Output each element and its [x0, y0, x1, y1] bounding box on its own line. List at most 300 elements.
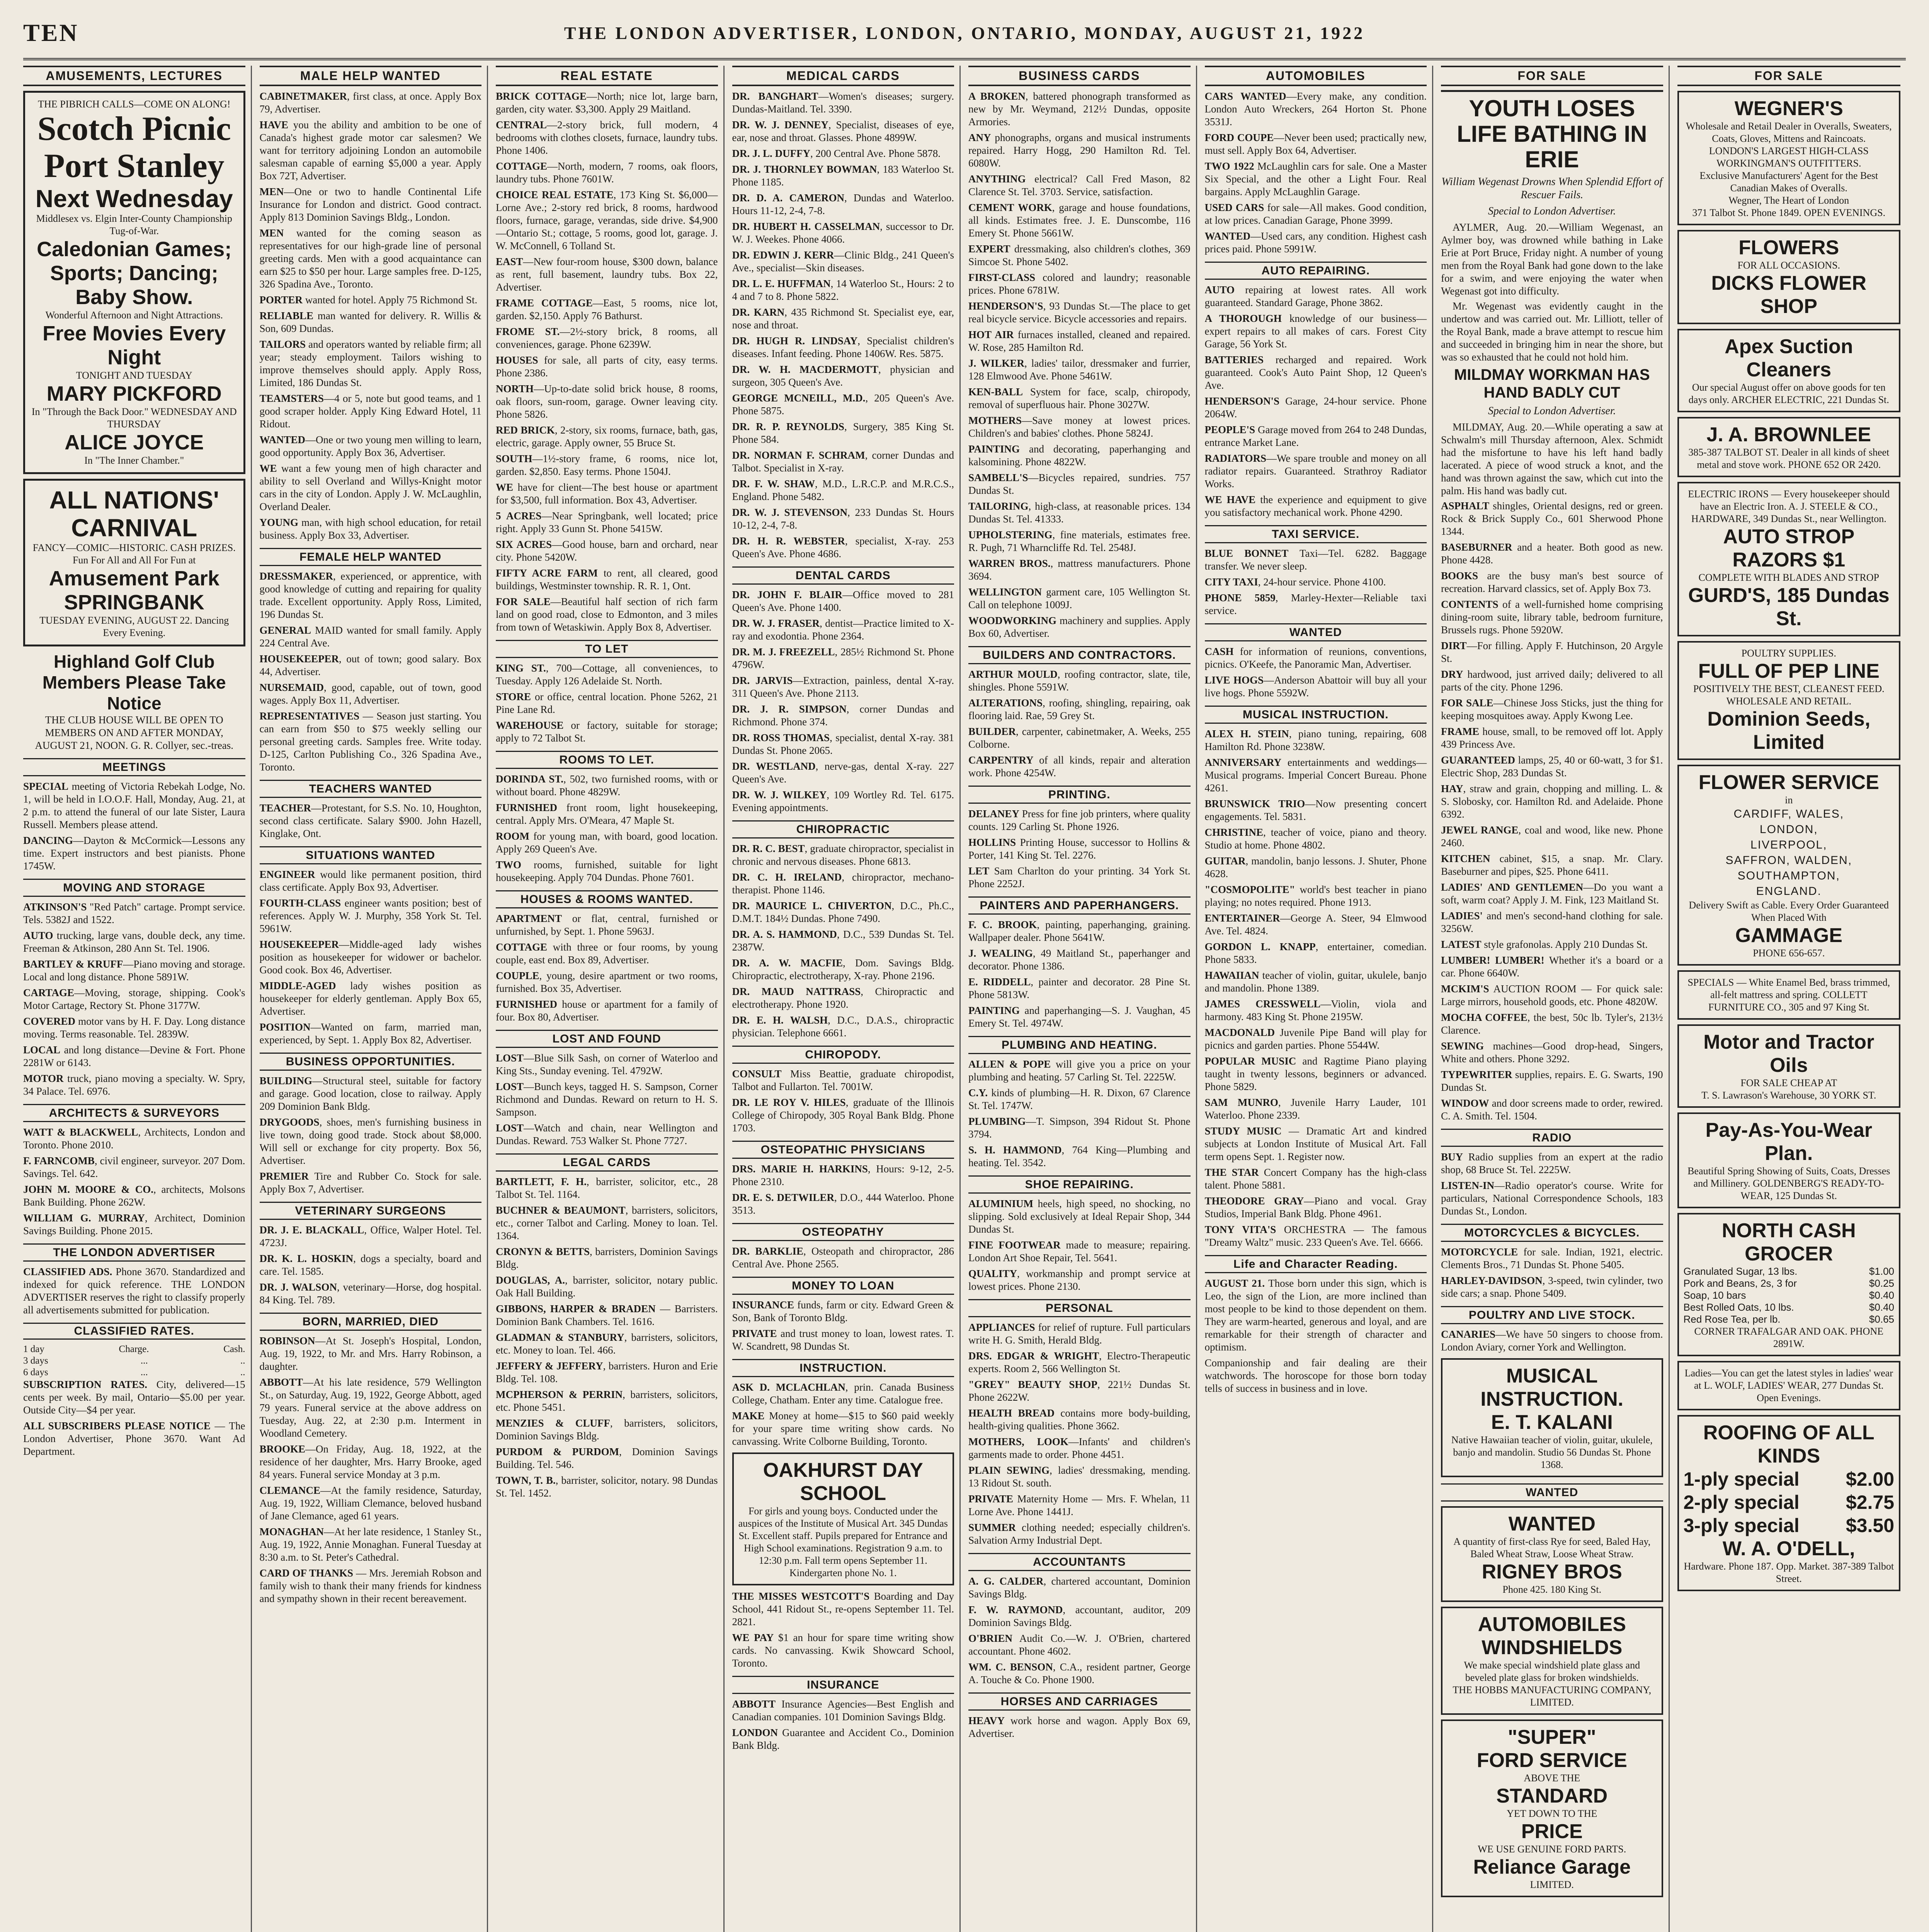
section-heading: OSTEOPATHIC PHYSICIANS — [732, 1141, 954, 1159]
ad-text: — Barristers. Dominion Bank Chambers. Tel. 1616. — [496, 1303, 718, 1327]
ad-lead-word: PRIVATE — [732, 1328, 777, 1339]
classified-ad — [1441, 725, 1663, 751]
ad-lead-word: WANTED — [1204, 230, 1251, 242]
ad-text: or factory, suitable for storage; apply to 72 Talbot St. — [496, 719, 718, 744]
ad-lead-word: DIRT — [1441, 640, 1467, 651]
ad-line: Scotch Picnic — [37, 110, 231, 148]
classified-ad — [496, 969, 718, 995]
ad-line: Exclusive Manufacturers' Agent for the Best Canadian Makes of Overalls. — [1699, 170, 1878, 194]
place-name: ENGLAND. — [1756, 885, 1822, 898]
ad-lead-word: CEMENT WORK — [968, 202, 1052, 213]
classified-ad — [496, 119, 718, 157]
ad-lead-word: WINDOW — [1441, 1097, 1489, 1109]
ad-lead-word: BUILDING — [259, 1075, 313, 1087]
ad-lead-word: LOST — [496, 1052, 524, 1064]
ad-text: , roofing contractor, slate, tile, shingles. Phone 5591W. — [968, 668, 1191, 693]
ad-text: wanted for hotel. Apply 75 Richmond St. — [303, 294, 478, 306]
ad-lead-word: SAMBELL'S — [968, 472, 1028, 483]
ad-text: for sale, all parts of city, easy terms. Phone 2386. — [496, 354, 718, 379]
classified-ad — [1441, 938, 1663, 951]
ad-lead-word: GUARANTEED — [1441, 754, 1516, 766]
classified-ad — [1441, 881, 1663, 906]
ad-text: , 173 King St. $6,000—Lorne Ave.; 2-story red brick, 8 rooms, hardwood floors, furnace, garage, verandas, side drive. $4,900—Ontario St.; cottage, 5 rooms, good lot, garage. J. W. McConnell, 6 Tolland St. — [496, 189, 718, 252]
ad-line: THE PIBRICH CALLS—COME ON ALONG! — [38, 99, 231, 110]
classified-ad — [496, 297, 718, 322]
ad-lead-word: HOUSEKEEPER — [259, 939, 339, 950]
classified-ad — [968, 865, 1191, 890]
ad-lead-word: POPULAR MUSIC — [1204, 1055, 1296, 1067]
classified-ad — [23, 1044, 245, 1069]
classified-ad — [260, 516, 482, 542]
ad-lead-word: DR. HUBERT H. CASSELMAN — [732, 221, 880, 232]
classified-ad — [968, 357, 1191, 383]
ad-text: —Used cars, any condition. Highest cash prices paid. Phone 5991W. — [1204, 230, 1427, 255]
classified-ad — [1441, 1179, 1663, 1218]
ad-text: , straw and grain, chopping and milling. L. & S. Slobosky, cor. Hamilton Rd. and Adelaide. Phone 6392. — [1441, 783, 1663, 820]
ad-lead-word: LOST — [496, 1081, 524, 1092]
classified-column — [1677, 66, 1906, 1932]
ad-lead-word: JOHN M. MOORE & CO. — [23, 1184, 154, 1195]
ad-lead-word: BUCHNER & BEAUMONT — [496, 1204, 626, 1216]
ad-lead-word: PAINTING — [968, 1005, 1020, 1016]
ad-lead-word: DRESSMAKER — [259, 570, 333, 582]
ad-lead-word: DR. HUGH R. LINDSAY — [732, 335, 858, 347]
ad-lead-word: F. FARNCOMB — [23, 1155, 95, 1167]
ad-text: meeting of Victoria Rebekah Lodge, No. 1, will be held in I.O.O.F. Hall, Monday, Aug. 21, at 2 p.m. to attend the funeral of our late Sister, Laura Russell. Members please attend. — [23, 781, 245, 830]
display-advertisement — [1677, 970, 1901, 1020]
ad-lead-word: TEAMSTERS — [259, 393, 324, 404]
ad-lead-word: REPRESENTATIVES — [259, 710, 360, 722]
classified-ad — [732, 119, 954, 144]
ad-text: , mandolin, banjo lessons. J. Shuter, Phone 4628. — [1204, 855, 1427, 879]
ad-text: man wanted for delivery. R. Willis & Son, 609 Dundas. — [259, 310, 481, 334]
ad-lead-word: TEACHER — [259, 802, 311, 814]
classified-ad — [496, 1446, 718, 1471]
classified-ad — [968, 1350, 1191, 1375]
ad-text: , barrister, solicitor, notary. 98 Dundas St. Tel. 1452. — [496, 1475, 718, 1499]
ad-text: dressmaking, also children's clothes, 369 Simcoe St. Phone 5402. — [968, 243, 1191, 267]
classified-ad — [732, 306, 954, 332]
ad-lead-word: WATT & BLACKWELL — [23, 1126, 138, 1138]
classified-ad — [260, 710, 482, 774]
ad-lead-word: DR. E. H. WALSH — [732, 1014, 828, 1026]
ad-line: Reliance Garage — [1473, 1856, 1631, 1878]
ad-text: and trust money to loan, lowest rates. T. W. Scandrett, 98 Dundas St. — [732, 1328, 954, 1352]
display-advertisement — [1441, 1719, 1663, 1897]
ad-lead-word: S. H. HAMMOND — [968, 1144, 1062, 1156]
classified-ad — [732, 1726, 954, 1752]
ad-line: DICKS FLOWER SHOP — [1711, 272, 1867, 318]
ad-text: with three or four rooms, by young couple, east end. Box 89, Advertiser. — [496, 941, 718, 966]
ad-line: 371 Talbot St. Phone 1849. OPEN EVENINGS. — [1692, 207, 1886, 218]
ad-lead-word: ALUMINIUM — [968, 1198, 1033, 1209]
classified-ad — [968, 808, 1191, 833]
classified-ad — [968, 1661, 1191, 1686]
ad-lead-word: MOTOR — [23, 1073, 64, 1084]
classified-ad — [968, 1004, 1191, 1030]
ad-lead-word: BUY — [1441, 1151, 1463, 1163]
ad-text: , 183 Waterloo St. Phone 1185. — [732, 163, 954, 188]
classified-ad — [968, 1575, 1191, 1600]
classified-ad — [1441, 1011, 1663, 1037]
classified-ad — [968, 90, 1191, 128]
ad-line: Wonderful Afternoon and Night Attractions. — [45, 310, 223, 321]
ad-lead-word: DR. C. H. IRELAND — [732, 871, 842, 883]
ad-line: In "Through the Back Door." WEDNESDAY AND THURSDAY — [31, 406, 237, 430]
price-row — [1684, 1277, 1895, 1289]
classified-ad — [1205, 1055, 1427, 1093]
section-heading: MOTORCYCLES & BICYCLES. — [1441, 1224, 1663, 1242]
ad-lead-word: CENTRAL — [496, 119, 547, 131]
ad-text: , 502, two furnished rooms, with or without board. Phone 4829W. — [496, 773, 718, 798]
ad-lead-word: HARLEY-DAVIDSON — [1441, 1275, 1543, 1286]
ad-lead-word: PEOPLE'S — [1204, 424, 1255, 435]
ad-text: and Ragtime Piano playing taught in twenty lessons, beginners or advanced. Phone 5829. — [1204, 1055, 1427, 1092]
classified-ad — [260, 1376, 482, 1440]
ad-line: FOR ALL OCCASIONS. — [1737, 260, 1841, 271]
ad-lead-word: ENTERTAINER — [1204, 912, 1280, 924]
section-heading: LOST AND FOUND — [496, 1030, 718, 1048]
ad-lead-word: LUMBER! LUMBER! — [1441, 954, 1545, 966]
classified-ad — [968, 328, 1191, 354]
ad-text: — Mrs. Jeremiah Robson and family wish to thank their many friends for kindness and sympathy shown in their recent bereavement. — [259, 1567, 481, 1604]
classified-ad — [496, 773, 718, 798]
news-stories — [1441, 90, 1663, 497]
classified-ad — [260, 1224, 482, 1249]
ad-lead-word: MIDDLE-AGED — [259, 980, 336, 992]
ad-text: —One or two to handle Continental Life Insurance for London and district. Good contract. Apply 813 Dominion Savings Bldg., London. — [259, 186, 481, 223]
classified-ad — [260, 227, 482, 291]
classified-ad — [968, 1087, 1191, 1112]
section-heading: MONEY TO LOAN — [732, 1277, 954, 1295]
classified-ad — [1441, 983, 1663, 1008]
page-number: TEN — [23, 19, 79, 46]
ad-lead-word: J. WEALING — [968, 947, 1033, 959]
classified-ad — [260, 1443, 482, 1481]
ad-text: Printing House, successor to Hollins & Porter, 141 King St. Tel. 2276. — [968, 837, 1191, 861]
ad-line: WINDSHIELDS — [1482, 1636, 1623, 1659]
classified-ad — [732, 220, 954, 246]
column-heading: AUTOMOBILES — [1205, 66, 1427, 86]
ad-lead-word: DR. M. J. FREEZELL — [732, 646, 835, 658]
ad-text: , Specialist children's diseases. Infant feeding. Phone 1406W. Res. 5875. — [732, 335, 954, 359]
ad-line: CARNIVAL — [71, 514, 197, 542]
ad-lead-word: BROOKE — [259, 1443, 306, 1455]
classified-ad — [732, 163, 954, 189]
ad-text: , teacher of voice, piano and theory. Studio at home. Phone 4802. — [1204, 827, 1427, 851]
classified-ad — [968, 1378, 1191, 1404]
ad-text: , 435 Richmond St. Specialist eye, ear, nose and throat. — [732, 306, 954, 331]
ad-text: , D.C., Ph.C., D.M.T. 184½ Dundas. Phone 7490. — [732, 900, 954, 924]
rates-cell: .. — [240, 1355, 245, 1366]
ad-lead-word: KITCHEN — [1441, 853, 1490, 864]
ad-lead-word: THEODORE GRAY — [1204, 1195, 1304, 1207]
ad-text: —Office moved to 281 Queen's Ave. Phone 1400. — [732, 589, 954, 613]
classified-ad — [968, 1632, 1191, 1658]
classified-ad — [732, 277, 954, 303]
ad-lead-word: HEAVY — [968, 1715, 1005, 1726]
ad-lead-word: DR. H. R. WEBSTER — [732, 535, 845, 547]
ad-text: , painting, paperhanging, graining. Wallpaper dealer. Phone 5641W. — [968, 919, 1191, 943]
classified-ad — [260, 653, 482, 678]
classified-ad — [1205, 674, 1427, 699]
place-list — [1684, 806, 1895, 899]
classified-ad — [23, 780, 245, 831]
classified-ad — [1441, 1068, 1663, 1094]
ad-text: System for face, scalp, chiropody, removal of superfluous hair. Phone 3027W. — [968, 386, 1191, 410]
ad-line: J. A. BROWNLEE — [1706, 423, 1871, 446]
ad-lead-word: KEN-BALL — [968, 386, 1023, 398]
classified-ad — [1205, 1223, 1427, 1249]
section-heading: FEMALE HELP WANTED — [260, 548, 482, 566]
ad-text: , Hours: 9-12, 2-5. Phone 2310. — [732, 1163, 954, 1187]
section-heading: POULTRY AND LIVE STOCK. — [1441, 1306, 1663, 1324]
ad-lead-word: ROBINSON — [259, 1335, 315, 1347]
section-heading: TEACHERS WANTED — [260, 780, 482, 798]
ad-text: —For filling. Apply F. Hutchinson, 20 Argyle St. — [1441, 640, 1663, 664]
section-heading: PAINTERS AND PAPERHANGERS. — [968, 896, 1191, 915]
ad-line: Free Movies Every Night — [43, 322, 226, 369]
ad-lead-word: DR. MAUD NATTRASS — [732, 986, 861, 997]
ad-lead-word: DR. J. R. SIMPSON — [732, 703, 847, 715]
ad-text: —North; nice lot, large barn, garden, city water. $3,300. Apply 29 Maitland. — [496, 90, 718, 115]
ad-line: FLOWER SERVICE — [1698, 771, 1879, 794]
ad-lead-word: ABBOTT — [732, 1698, 776, 1710]
ad-lead-word: CABINETMAKER — [259, 90, 347, 102]
classified-ad — [1205, 855, 1427, 880]
story-deck: William Wegenast Drowns When Splendid Effort of Rescuer Fails. — [1441, 176, 1663, 201]
ad-lead-word: ANY — [968, 132, 991, 143]
ad-text: —North, modern, 7 rooms, oak floors, laundry tubs. Phone 7601W. — [496, 160, 718, 185]
ad-text: to rent, all cleared, good buildings, Westminster township. R. R. 1, Ont. — [496, 567, 718, 592]
ad-text: , mattress manufacturers. Phone 3694. — [968, 558, 1191, 582]
ad-text: — Dramatic Art and kindred subjects at London Institute of Musical Art. Fall term opens Sept. 1. Register now. — [1204, 1125, 1427, 1162]
ad-text: are the busy man's best source of recreation. Harvard classics, set of. Apply Box 73. — [1441, 570, 1663, 594]
classified-ad — [496, 1388, 718, 1414]
classified-ad — [968, 1521, 1191, 1547]
ad-lead-word: DELANEY — [968, 808, 1020, 820]
classified-ad — [732, 1096, 954, 1134]
rates-cell: ... — [140, 1367, 148, 1378]
ad-text: of all kinds, repair and alteration work. Phone 4254W. — [968, 754, 1191, 779]
classified-ad — [732, 985, 954, 1011]
classified-ad — [496, 859, 718, 884]
column-heading: FOR SALE — [1441, 66, 1663, 86]
ad-lead-word: WILLIAM G. MURRAY — [23, 1212, 145, 1224]
ad-text: will give you a price on your plumbing and heating. 57 Carling St. Tel. 2225W. — [968, 1058, 1191, 1083]
classified-ad — [260, 392, 482, 430]
ad-lead-word: DR. MAURICE L. CHIVERTON — [732, 900, 892, 912]
section-heading: MUSICAL INSTRUCTION. — [1205, 706, 1427, 724]
ad-text: have for client—The best house or apartment for $3,500, full information. Box 43, Advertiser. — [496, 481, 718, 506]
ad-text: engineer wants position; best of references. Apply W. J. Murphy, 358 York St. Tel. 5961W. — [259, 897, 481, 934]
classified-ad — [732, 1245, 954, 1270]
rates-cell: Cash. — [223, 1344, 245, 1354]
ad-lead-word: HOUSEKEEPER — [259, 653, 339, 665]
ad-line: in — [1785, 794, 1793, 806]
ad-text: recharged and repaired. Work guaranteed. Cook's Auto Paint Shop, 12 Queen's Ave. — [1204, 354, 1427, 391]
classified-ad — [496, 189, 718, 252]
ad-line: POULTRY SUPPLIES. — [1741, 648, 1836, 659]
classified-ad — [968, 725, 1191, 751]
classified-ad — [496, 941, 718, 966]
display-advertisement — [1677, 91, 1901, 225]
place-name: SOUTHAMPTON, — [1737, 869, 1840, 882]
ad-line: Ladies—You can get the latest styles in ladies' wear at L. WOLF, LADIES' WEAR, 277 Dundas St. Open Evenings. — [1684, 1367, 1893, 1403]
section-heading: RADIO — [1441, 1129, 1663, 1147]
ad-text: work horse and wagon. Apply Box 69, Advertiser. — [968, 1715, 1191, 1739]
classified-ad — [968, 1144, 1191, 1169]
ad-text: —We spare trouble and money on all radiator repairs. Guaranteed. Strathroy Radiator Works. — [1204, 452, 1427, 490]
ad-lead-word: JAMES CRESSWELL — [1204, 998, 1321, 1010]
ad-text: , 24-hour service. Phone 4100. — [1258, 576, 1386, 588]
ad-lead-word: E. RIDDELL — [968, 976, 1031, 988]
ad-lead-word: CRONYN & BETTS — [496, 1246, 590, 1257]
classified-ad — [1205, 883, 1427, 909]
classified-ad — [732, 1299, 954, 1324]
rates-row — [23, 1355, 245, 1367]
ad-lead-word: DR. JARVIS — [732, 675, 793, 686]
ad-text: , ladies' tailor, dressmaker and furrier, 128 Elmwood Ave. Phone 5461W. — [968, 357, 1191, 382]
ad-lead-word: RED BRICK — [496, 424, 555, 436]
ad-lead-word: MOTHERS — [968, 415, 1022, 426]
classified-ad — [1205, 645, 1427, 671]
ad-lead-word: CLASSIFIED ADS. — [23, 1266, 112, 1277]
classified-ad — [23, 1420, 245, 1458]
ad-text: and men's second-hand clothing for sale. 3256W. — [1441, 910, 1663, 934]
ad-lead-word: DRS. MARIE H. HARKINS — [732, 1163, 868, 1175]
classified-ad — [496, 1175, 718, 1201]
ad-text: , high-class, at reasonable prices. 134 Dundas St. Tel. 41333. — [968, 500, 1191, 525]
display-advertisement — [1677, 1361, 1901, 1410]
ad-text: , roofing, shingling, repairing, oak flooring laid. Rae, 59 Grey St. — [968, 697, 1191, 721]
ad-text: Boarding and Day School, 441 Ridout St., re-opens September 11. Tel. 2821. — [732, 1590, 954, 1628]
classified-ad — [968, 1464, 1191, 1490]
ad-text: you the ability and ambition to be one of Canada's highest grade motor car salesmen? We want for territory adjoining London an automobile salesman capable of earning $5,000 a year. Apply Box 72T, Advertiser. — [259, 119, 481, 182]
ad-lead-word: WE PAY — [732, 1632, 774, 1643]
ad-lead-word: AUTO — [23, 930, 53, 941]
section-heading: PRINTING. — [968, 786, 1191, 804]
ad-lead-word: LATEST — [1441, 939, 1482, 950]
classified-ad — [1205, 1096, 1427, 1122]
classified-ad — [496, 1331, 718, 1357]
item-name: 1-ply special — [1683, 1468, 1800, 1490]
ad-text: , young, desire apartment or two rooms, furnished. Box 35, Advertiser. — [496, 970, 718, 994]
ad-lead-word: DRYGOODS — [259, 1116, 320, 1128]
ad-text: , Marley-Hexter—Reliable taxi service. — [1204, 592, 1427, 616]
classified-ad — [496, 1474, 718, 1500]
classified-ad — [1441, 754, 1663, 779]
classified-ad — [732, 1191, 954, 1217]
ad-lead-word: SPECIAL — [23, 781, 69, 792]
ad-line: Wegner, The Heart of London — [1728, 195, 1849, 206]
ad-lead-word: O'BRIEN — [968, 1633, 1013, 1644]
ad-lead-word: WE — [259, 463, 277, 474]
item-name: 2-ply special — [1683, 1492, 1800, 1513]
classified-ad — [732, 789, 954, 814]
section-heading: SITUATIONS WANTED — [260, 846, 482, 864]
ad-lead-word: MENZIES & CLUFF — [496, 1417, 610, 1429]
classified-ad — [1205, 493, 1427, 519]
ad-text: Press for fine job printers, where quality counts. 129 Carling St. Phone 1926. — [968, 808, 1191, 832]
ad-lead-word: DR. W. J. DENNEY — [732, 119, 828, 131]
ad-text: Juvenile Pipe Band will play for picnics and garden parties. Phone 5544W. — [1204, 1027, 1427, 1051]
ad-text: machinery and supplies. Apply Box 60, Advertiser. — [968, 615, 1191, 639]
ad-lead-word: DR. W. J. FRASER — [732, 617, 820, 629]
ad-text: , barristers, solicitors, etc., corner Talbot and Carling. Money to loan. Tel. 1364. — [496, 1204, 718, 1242]
ad-text: , 700—Cottage, all conveniences, to Tuesday. Apply 126 Adelaide St. North. — [496, 662, 718, 687]
ad-lead-word: SUMMER — [968, 1522, 1016, 1533]
classified-ad — [1441, 824, 1663, 849]
classified-ad — [1205, 312, 1427, 350]
ad-lead-word: WM. C. BENSON — [968, 1661, 1053, 1673]
ad-line: Beautiful Spring Showing of Suits, Coats, Dresses and Millinery. GOLDENBERG'S READY-TO-WEAR, 125 Dundas St. — [1687, 1165, 1890, 1201]
price-row — [1684, 1514, 1895, 1537]
classified-ad — [1205, 826, 1427, 852]
classified-ad — [1205, 1166, 1427, 1192]
classified-ad — [732, 1163, 954, 1188]
classified-ad — [23, 929, 245, 955]
ad-lead-word: FIRST-CLASS — [968, 272, 1036, 283]
ad-line: 385-387 TALBOT ST. Dealer in all kinds of sheet metal and stove work. PHONE 652 OR 2420. — [1688, 447, 1890, 470]
classified-ad — [968, 1714, 1191, 1740]
ad-text: , Electro-Therapeutic experts. Room 2, 566 Wellington St. — [968, 1350, 1191, 1374]
classified-ad — [732, 760, 954, 786]
classified-ad — [732, 871, 954, 896]
classified-ad — [260, 90, 482, 116]
classified-ad — [496, 1204, 718, 1242]
classified-ad — [968, 1407, 1191, 1432]
ad-text: , graduate chiropractor, specialist in chronic and nervous diseases. Phone 6813. — [732, 843, 954, 867]
ad-text: Sam Charlton do your printing. 34 York St. Phone 2252J. — [968, 865, 1191, 889]
item-name: Pork and Beans, 2s, 3 for — [1683, 1277, 1797, 1289]
newspaper-title: THE LONDON ADVERTISER, LONDON, ONTARIO, MONDAY, AUGUST 21, 1922 — [564, 23, 1365, 43]
ad-text: , barrister, solicitor, notary public. Oak Hall Building. — [496, 1274, 718, 1299]
ad-line: Pay-As-You-Wear Plan. — [1705, 1119, 1872, 1165]
ad-text: and paperhanging—S. J. Vaughan, 45 Emery St. Tel. 4974W. — [968, 1005, 1191, 1029]
ad-text: Those born under this sign, which is Leo, the sign of the Lion, are more inclined than most people to be kind to those dependent on them. They are warm-hearted, generous and loyal, and are remarkable for their strength of character and optimism. — [1204, 1277, 1427, 1353]
ad-lead-word: BUILDER — [968, 726, 1016, 737]
ad-text: , Architect, Dominion Savings Building. Phone 2015. — [23, 1212, 245, 1236]
ad-lead-word: STORE — [496, 691, 531, 702]
ad-text: , physician and surgeon, 305 Queen's Ave. — [732, 364, 954, 388]
ad-lead-word: LADIES' AND GENTLEMEN — [1441, 881, 1584, 893]
ad-lead-word: GEORGE MCNEILL, M.D. — [732, 392, 866, 404]
ad-text: —Near Springbank, well located; price right. Apply 33 Gunn St. Phone 5415W. — [496, 510, 718, 534]
display-advertisement — [1441, 1607, 1663, 1715]
ad-lead-word: BARTLEY & KRUFF — [23, 958, 123, 970]
ad-text: Money at home—$15 to $60 paid weekly for your spare time writing show cards. No canvassing. Write Colborne Building, Toronto. — [732, 1410, 954, 1447]
classified-ad — [732, 192, 954, 217]
ad-text: McLaughlin cars for sale. One a Master Six Special, and the other a Light Four. Real bargains. Apply McLaughlin Garage. — [1204, 160, 1427, 197]
classified-ad — [260, 338, 482, 389]
ad-text: Taxi—Tel. 6282. Baggage transfer. We never sleep. — [1204, 548, 1427, 572]
classified-ad — [496, 1080, 718, 1119]
classified-ad — [732, 1410, 954, 1448]
classified-ad — [968, 500, 1191, 526]
display-advertisement — [1677, 417, 1901, 477]
ad-lead-word: BATTERIES — [1204, 354, 1264, 366]
price-row — [1684, 1289, 1895, 1301]
ad-lead-word: TWO — [496, 859, 522, 871]
ad-lead-word: HENDERSON'S — [968, 300, 1043, 312]
classified-ad — [260, 185, 482, 224]
classified-ad — [1205, 452, 1427, 490]
classified-ad — [260, 681, 482, 707]
item-price: $2.75 — [1846, 1492, 1894, 1513]
ad-text: —Radio operator's course. Write for particulars, National Correspondence Schools, 183 Dundas St., London. — [1441, 1180, 1663, 1217]
ad-line: T. S. Lawrason's Warehouse, 30 YORK ST. — [1701, 1090, 1876, 1101]
